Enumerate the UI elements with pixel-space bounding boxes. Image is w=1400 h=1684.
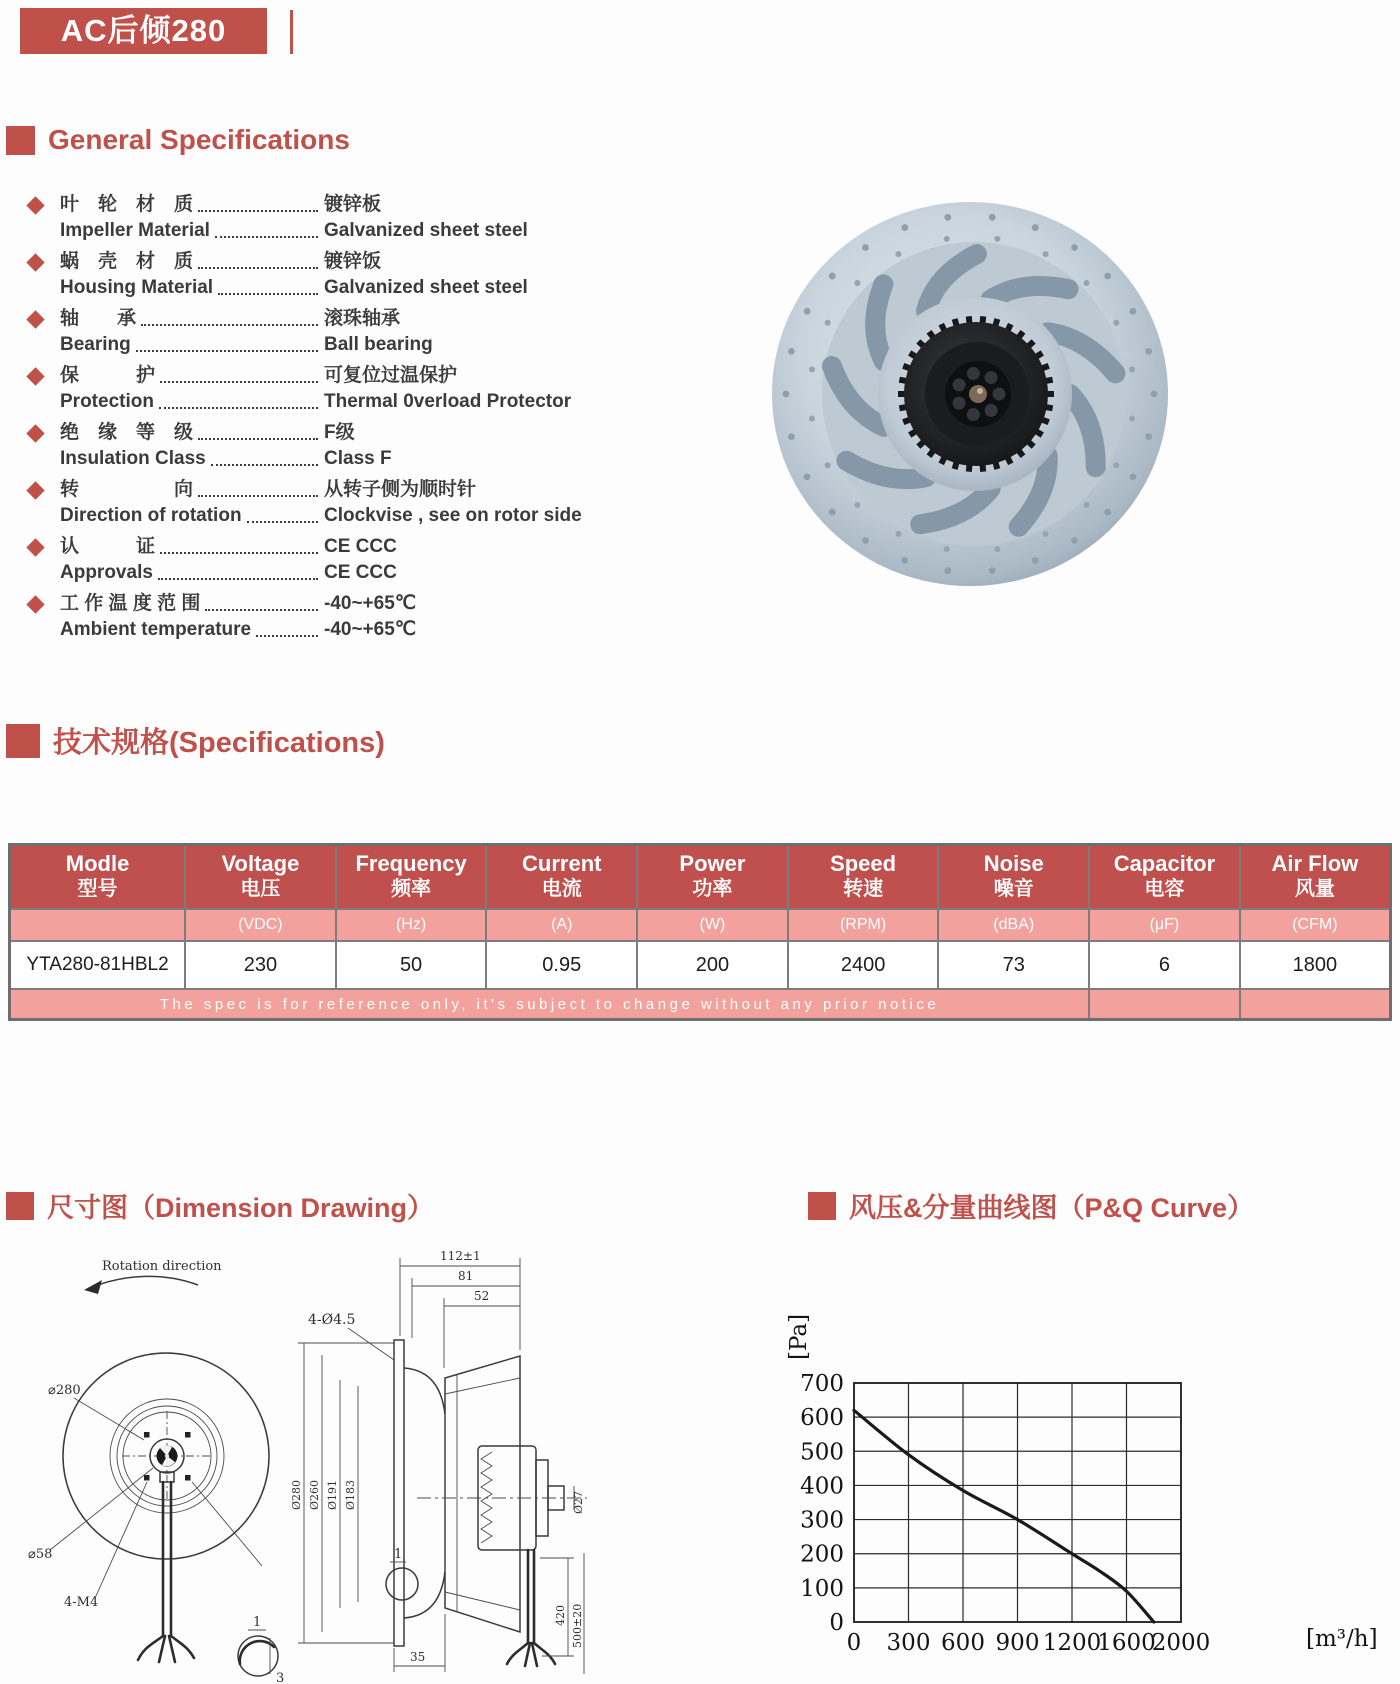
diamond-bullet-icon <box>26 196 44 214</box>
unit-cell: (μF) <box>1089 909 1240 941</box>
red-square-icon <box>6 126 35 155</box>
note-empty-cell <box>1240 989 1391 1020</box>
dot-leader <box>211 464 318 466</box>
cell-airflow: 1800 <box>1240 941 1391 989</box>
pq-xlabel: [m³/h] <box>1306 1626 1378 1652</box>
spec-label-zh: 保 护 <box>60 365 156 386</box>
dot-leader <box>215 236 318 238</box>
spec-label-en: Ambient temperature <box>60 619 252 640</box>
note-text: The spec is for reference only, it's subject to change without any prior notice <box>10 989 1090 1020</box>
col-capacitor: Capacitor 电容 <box>1089 845 1240 910</box>
product-photo-centrifugal-fan <box>758 198 1188 596</box>
page-title: AC后倾280 <box>20 8 267 54</box>
col-voltage: Voltage 电压 <box>185 845 336 910</box>
dim-4d45-label: 4-Ø4.5 <box>308 1312 356 1328</box>
red-square-icon <box>808 1192 836 1220</box>
diamond-bullet-icon <box>26 481 44 499</box>
section-title: 尺寸图（Dimension Drawing） <box>47 1193 435 1223</box>
unit-cell: (A) <box>486 909 637 941</box>
table-units-row <box>10 909 1391 941</box>
dot-leader <box>160 381 318 383</box>
spec-value-en: Galvanized sheet steel <box>324 277 528 298</box>
spec-value-zh: 可复位过温保护 <box>324 365 458 386</box>
dim-112-label: 112±1 <box>440 1249 481 1263</box>
dim-d183-label: Ø183 <box>344 1479 357 1510</box>
spec-item-ambient-temperature <box>26 591 592 643</box>
svg-text:100: 100 <box>800 1575 844 1602</box>
dimension-drawing-side-view <box>282 1228 592 1684</box>
svg-text:900: 900 <box>995 1630 1040 1656</box>
dim-d280-label: ⌀280 <box>48 1383 81 1398</box>
spec-label-en: Protection <box>60 391 154 412</box>
dot-leader <box>198 438 318 440</box>
svg-text:400: 400 <box>800 1473 844 1500</box>
red-square-icon <box>6 1192 34 1220</box>
dot-leader <box>160 552 318 554</box>
spec-label-zh: 转 向 <box>60 479 194 500</box>
spec-label-en: Insulation Class <box>60 448 206 469</box>
svg-text:1600: 1600 <box>1097 1630 1156 1656</box>
spec-label-zh: 蜗 壳 材 质 <box>60 251 194 272</box>
spec-value-zh: F级 <box>324 422 355 443</box>
dim-500-label: 500±20 <box>571 1603 584 1648</box>
col-speed: Speed 转速 <box>788 845 939 910</box>
spec-item-housing-material <box>26 249 592 301</box>
rotation-direction-label: Rotation direction <box>102 1259 222 1274</box>
spec-value-en: Ball bearing <box>324 334 433 355</box>
col-current: Current 电流 <box>486 845 637 910</box>
spec-value-zh: CE CCC <box>324 536 397 557</box>
col-frequency: Frequency 频率 <box>336 845 487 910</box>
dot-leader <box>158 578 318 580</box>
spec-item-insulation-class <box>26 420 592 472</box>
diamond-bullet-icon <box>26 310 44 328</box>
spec-label-zh: 轴 承 <box>60 308 137 329</box>
detail-1-side-label: 1 <box>394 1547 403 1562</box>
cell-model: YTA280-81HBL2 <box>10 941 186 989</box>
spec-value-en: Class F <box>324 448 392 469</box>
dot-leader <box>256 635 318 637</box>
pq-ylabel: [Pa] <box>786 1313 812 1360</box>
unit-cell: (CFM) <box>1240 909 1391 941</box>
svg-text:0: 0 <box>846 1630 862 1656</box>
diamond-bullet-icon <box>26 595 44 613</box>
cell-noise: 73 <box>938 941 1089 989</box>
note-empty-cell <box>1089 989 1240 1020</box>
dimension-drawing-front-view <box>26 1244 296 1684</box>
spec-label-zh: 工 作 温 度 范 围 <box>60 593 201 614</box>
dot-leader <box>205 609 318 611</box>
cell-power: 200 <box>637 941 788 989</box>
col-model: Modle 型号 <box>10 845 186 910</box>
spec-label-en: Direction of rotation <box>60 505 242 526</box>
dim-d191-label: Ø191 <box>326 1479 339 1510</box>
spec-item-impeller-material <box>26 192 592 244</box>
spec-value-en: -40~+65℃ <box>324 619 417 640</box>
svg-text:500: 500 <box>800 1439 844 1466</box>
section-technical-specifications <box>6 720 385 761</box>
diamond-bullet-icon <box>26 367 44 385</box>
spec-label-en: Housing Material <box>60 277 214 298</box>
table-row <box>10 941 1391 989</box>
dim-81-label: 81 <box>458 1269 474 1283</box>
pq-plot-area <box>800 1371 1210 1656</box>
unit-cell <box>10 909 186 941</box>
dim-d280-side-label: Ø280 <box>290 1479 303 1510</box>
dim-420-label: 420 <box>554 1605 567 1626</box>
spec-item-approvals <box>26 534 592 586</box>
cell-voltage: 230 <box>185 941 336 989</box>
spec-value-zh: 滚珠轴承 <box>324 308 401 329</box>
general-spec-list <box>26 192 592 648</box>
spec-label-zh: 叶 轮 材 质 <box>60 194 194 215</box>
dim-d260-label: Ø260 <box>308 1479 321 1510</box>
spec-table <box>8 843 1392 1021</box>
dim-d58-label: ⌀58 <box>28 1547 53 1562</box>
svg-text:2000: 2000 <box>1151 1630 1211 1656</box>
svg-text:700: 700 <box>800 1371 844 1397</box>
col-power: Power 功率 <box>637 845 788 910</box>
section-title: General Specifications <box>48 124 350 155</box>
cell-frequency: 50 <box>336 941 487 989</box>
spec-value-en: Thermal 0verload Protector <box>324 391 572 412</box>
spec-value-zh: 镀锌板 <box>324 194 382 215</box>
detail-1-label: 1 <box>253 1615 262 1630</box>
svg-text:300: 300 <box>886 1630 931 1656</box>
section-dimension-drawing <box>6 1186 434 1225</box>
dim-52-label: 52 <box>474 1289 490 1303</box>
unit-cell: (RPM) <box>788 909 939 941</box>
spec-value-zh: 镀锌饭 <box>324 251 382 272</box>
dot-leader <box>198 267 318 269</box>
diamond-bullet-icon <box>26 253 44 271</box>
spec-value-zh: -40~+65℃ <box>324 593 417 614</box>
dim-35-label: 35 <box>410 1650 426 1664</box>
spec-item-protection <box>26 363 592 415</box>
diamond-bullet-icon <box>26 424 44 442</box>
spec-label-zh: 认 证 <box>60 536 156 557</box>
cell-capacitor: 6 <box>1089 941 1240 989</box>
svg-text:600: 600 <box>800 1405 844 1432</box>
unit-cell: (dBA) <box>938 909 1089 941</box>
dim-d27-label: Ø27 <box>572 1490 585 1514</box>
spec-label-en: Approvals <box>60 562 153 583</box>
spec-value-zh: 从转子侧为顺时针 <box>324 479 477 500</box>
diamond-bullet-icon <box>26 538 44 556</box>
dot-leader <box>198 495 318 497</box>
spec-value-en: CE CCC <box>324 562 397 583</box>
section-title: 技术规格(Specifications) <box>53 727 385 759</box>
svg-text:0: 0 <box>829 1610 844 1636</box>
dot-leader <box>141 324 318 326</box>
cell-speed: 2400 <box>788 941 939 989</box>
unit-cell: (W) <box>637 909 788 941</box>
svg-text:200: 200 <box>800 1541 844 1568</box>
table-header-row <box>10 845 1391 910</box>
detail-3-label: 3 <box>276 1671 285 1684</box>
dot-leader <box>198 210 318 212</box>
svg-text:300: 300 <box>800 1507 844 1534</box>
section-general-specifications <box>6 124 350 156</box>
unit-cell: (Hz) <box>336 909 487 941</box>
red-square-icon <box>6 724 40 758</box>
rotation-arrowhead <box>84 1280 102 1294</box>
dot-leader <box>218 293 318 295</box>
col-airflow: Air Flow 风量 <box>1240 845 1391 910</box>
cell-current: 0.95 <box>486 941 637 989</box>
spec-value-en: Galvanized sheet steel <box>324 220 528 241</box>
section-pq-curve <box>808 1186 1254 1225</box>
svg-text:1200: 1200 <box>1042 1630 1102 1656</box>
svg-text:600: 600 <box>941 1630 985 1656</box>
dim-4m4-label: 4-M4 <box>64 1595 99 1610</box>
unit-cell: (VDC) <box>185 909 336 941</box>
dot-leader <box>247 521 318 523</box>
table-note-row <box>10 989 1391 1020</box>
spec-item-bearing <box>26 306 592 358</box>
spec-item-rotation-direction <box>26 477 592 529</box>
spec-label-en: Bearing <box>60 334 131 355</box>
section-title: 风压&分量曲线图（P&Q Curve） <box>849 1193 1255 1223</box>
spec-value-en: Clockvise , see on rotor side <box>324 505 582 526</box>
spec-label-zh: 绝 缘 等 级 <box>60 422 194 443</box>
dot-leader <box>159 407 318 409</box>
spec-label-en: Impeller Material <box>60 220 210 241</box>
pq-curve-chart <box>758 1268 1398 1668</box>
title-decoration <box>266 10 293 54</box>
dot-leader <box>136 350 318 352</box>
col-noise: Noise 噪音 <box>938 845 1089 910</box>
